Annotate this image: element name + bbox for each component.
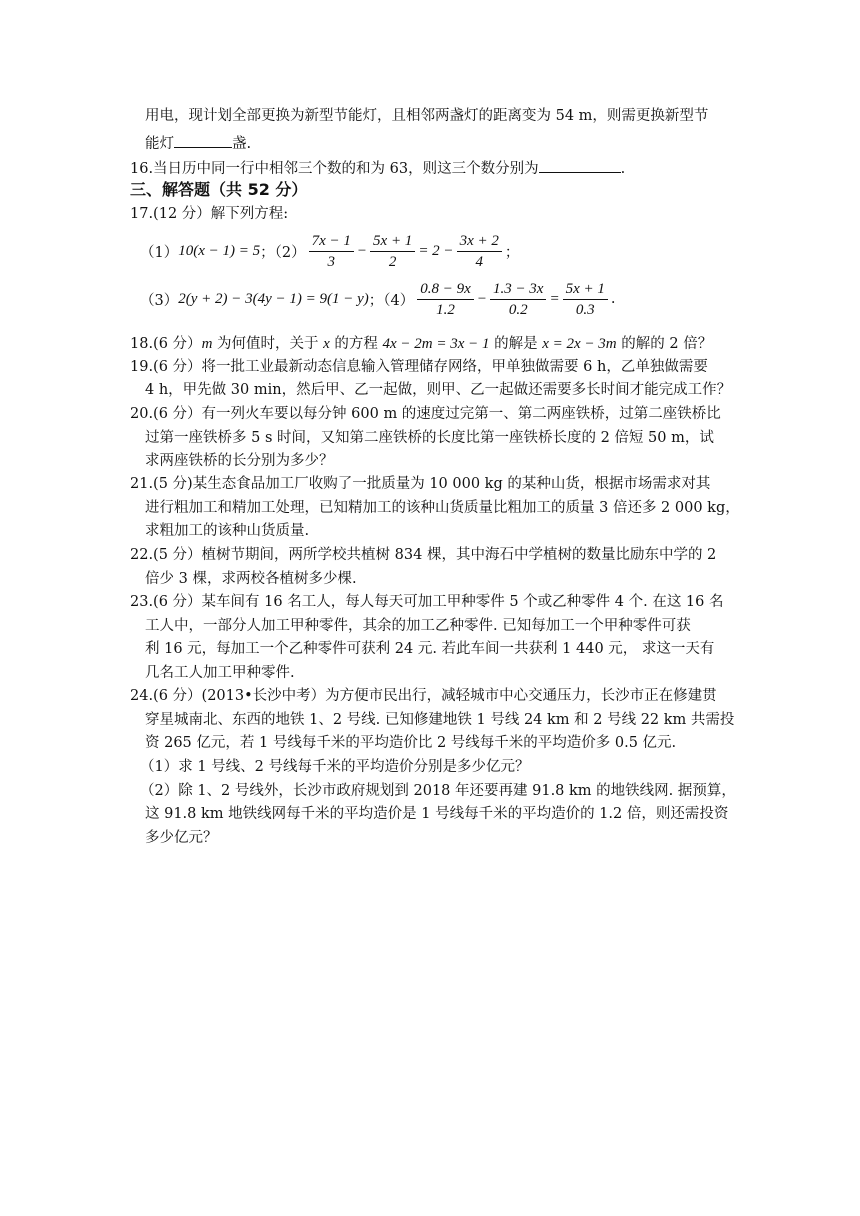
q18-equation-a: 4x − 2m = 3x − 1 — [382, 336, 490, 352]
q16-answer-blank[interactable] — [539, 157, 621, 173]
q15-answer-blank[interactable] — [174, 132, 232, 148]
q17-row2 — [140, 277, 615, 321]
q24-line3: 资 265 亿元，若 1 号线每千米的平均造价比 2 号线每千米的平均造价多 0.5 亿元. — [145, 735, 677, 751]
q17-eq4-fraction3 — [563, 279, 608, 320]
q18-text3: 的解是 — [489, 336, 543, 352]
q17-eq2-fraction1 — [309, 231, 354, 272]
denominator: 0.3 — [575, 301, 595, 318]
denominator: 3 — [327, 253, 336, 270]
numerator: 7x − 1 — [309, 231, 354, 252]
q17-row1 — [140, 229, 519, 273]
q17-eq2-end: ； — [504, 244, 520, 261]
q23-line4: 几名工人加工甲种零件. — [145, 665, 295, 681]
q24-line2: 穿星城南北、东西的地铁 1、2 号线. 已知修建地铁 1 号线 24 km 和 2 号线 22 km 共需投 — [145, 712, 735, 728]
q18-text1: 为何值时，关于 — [212, 336, 324, 352]
q17-part4-label: ；（4） — [368, 292, 415, 309]
q17-eq2-fraction2 — [370, 231, 415, 272]
denominator: 2 — [388, 253, 397, 270]
q16-text: 16.当日历中同一行中相邻三个数的和为 63，则这三个数分别为 — [130, 161, 539, 177]
q15-line2-pre: 能灯 — [145, 136, 174, 152]
q24-sub2-line3: 多少亿元？ — [145, 830, 218, 846]
q21-line1: 21.(5 分)某生态食品加工厂收购了一批质量为 10 000 kg 的某种山货，根据市场需求对其 — [130, 476, 711, 492]
q15-line2-post: 盏. — [232, 136, 252, 152]
q17-part3-label: （3） — [140, 292, 179, 309]
q23-line3: 利 16 元，每加工一个乙种零件可获利 24 元. 若此车间一共获利 1 440 元， 求这一天有 — [145, 641, 715, 657]
q17-eq2-minus: − — [356, 242, 368, 259]
q24-line1: 24.(6 分）(2013•长沙中考）为方便市民出行，减轻城市中心交通压力，长沙市正在修建贯 — [130, 688, 717, 704]
q17-part2-label: ；（2） — [260, 244, 306, 261]
q24-sub2-line2: 这 91.8 km 地铁线网每千米的平均造价是 1 号线每千米的平均造价的 1.2 倍，则还需投资 — [145, 806, 729, 822]
q17-eq1: 10(x − 1) = 5 — [178, 242, 261, 259]
numerator: 5x + 1 — [370, 231, 415, 252]
numerator: 3x + 2 — [457, 231, 502, 252]
q19-line1: 19.(6 分）将一批工业最新动态信息输入管理储存网络，甲单独做需要 6 h，乙单独做需要 — [130, 359, 708, 375]
q18 — [130, 334, 712, 354]
q18-text4: 的解的 2 倍？ — [616, 336, 713, 352]
q17-header: 17.(12 分）解下列方程: — [130, 206, 289, 222]
q21-line3: 求粗加工的该种山货质量. — [145, 523, 310, 539]
q17-eq4-fraction1 — [417, 279, 474, 320]
q17-eq4-end: . — [610, 291, 616, 307]
q17-part1-label: （1） — [140, 244, 179, 261]
q22-line1: 22.(5 分）植树节期间，两所学校共植树 834 棵，其中海石中学植树的数量比励东中学的 2 — [130, 547, 717, 563]
q17-eq4-minus: − — [476, 290, 487, 307]
q17-eq2-equals: = 2 − — [418, 242, 454, 259]
q17-eq3: 2(y + 2) − 3(4y − 1) = 9(1 − y) — [178, 290, 369, 307]
denominator: 0.2 — [508, 301, 528, 318]
section-3-heading: 三、解答题（共 52 分） — [130, 180, 308, 199]
q19-line2: 4 h，甲先做 30 min，然后甲、乙一起做，则甲、乙一起做还需要多长时间才能完成工作？ — [145, 382, 732, 398]
q17-eq2-fraction3 — [457, 231, 502, 272]
denominator: 4 — [475, 253, 483, 270]
numerator: 0.8 − 9x — [417, 279, 474, 300]
q22-line2: 倍少 3 棵，求两校各植树多少棵. — [145, 571, 357, 587]
q24-sub2-line1: （2）除 1、2 号线外，长沙市政府规划到 2018 年还要再建 91.8 km 的地铁线网. 据预算， — [140, 783, 736, 799]
q20-line2: 过第一座铁桥多 5 s 时间，又知第二座铁桥的长度比第一座铁桥长度的 2 倍短 50 m，试 — [145, 430, 714, 446]
q20-line1: 20.(6 分）有一列火车要以每分钟 600 m 的速度过完第一、第二两座铁桥，过第二座铁桥比 — [130, 406, 721, 422]
q24-sub1: （1）求 1 号线、2 号线每千米的平均造价分别是多少亿元？ — [140, 759, 530, 775]
q18-equation-b: x = 2x − 3m — [542, 336, 617, 352]
q15-line2 — [145, 132, 251, 154]
q15-line1: 用电，现计划全部更换为新型节能灯，且相邻两盏灯的距离变为 54 m，则需更换新型节 — [145, 108, 709, 124]
q23-line2: 工人中，一部分人加工甲种零件，其余的加工乙种零件. 已知每加工一个甲种零件可获 — [145, 618, 691, 634]
q17-eq4-equals: = — [549, 290, 560, 307]
q16-end: . — [620, 161, 626, 177]
q18-var-m: m — [201, 336, 213, 352]
q17-eq4-fraction2 — [490, 279, 547, 320]
numerator: 1.3 − 3x — [490, 279, 547, 300]
q23-line1: 23.(6 分）某车间有 16 名工人，每人每天可加工甲种零件 5 个或乙种零件 4 个. 在这 16 名 — [130, 594, 724, 610]
denominator: 1.2 — [436, 301, 455, 318]
q18-var-x: x — [323, 336, 330, 352]
q18-text2: 的方程 — [329, 336, 383, 352]
q18-prefix: 18.(6 分） — [130, 336, 202, 352]
numerator: 5x + 1 — [563, 279, 608, 300]
q16 — [130, 157, 625, 179]
q21-line2: 进行粗加工和精加工处理，已知精加工的该种山货质量比粗加工的质量 3 倍还多 2 000 kg， — [145, 500, 740, 516]
q20-line3: 求两座铁桥的长分别为多少？ — [145, 453, 334, 469]
